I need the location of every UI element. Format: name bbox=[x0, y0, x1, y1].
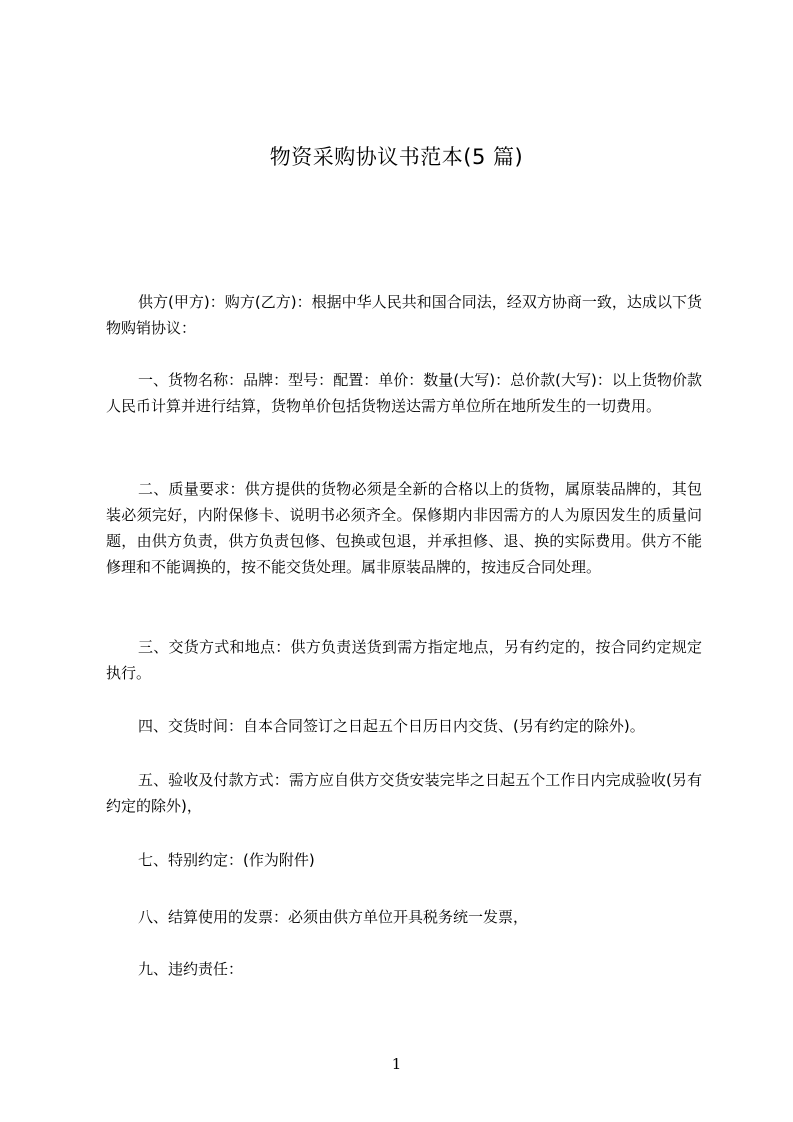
page-number: 1 bbox=[391, 1055, 402, 1073]
paragraph-quality: 二、质量要求：供方提供的货物必须是全新的合格以上的货物，属原装品牌的，其包装必须完好，内附保修卡、说明书必须齐全。保修期内非因需方的人为原因发生的质量问题，由供方负责，供方负责包修、包换或包退，并承担修、退、换的实际费用。供方不能修理和不能调换的，按不能交货处理。属非原装品牌的，按违反合同处理。 bbox=[106, 480, 702, 576]
paragraph-delivery-method: 三、交货方式和地点：供方负责送货到需方指定地点，另有约定的，按合同约定规定执行。 bbox=[106, 638, 702, 682]
paragraph-breach-liability: 九、违约责任： bbox=[138, 960, 244, 978]
paragraph-acceptance-payment: 五、验收及付款方式：需方应自供方交货安装完毕之日起五个工作日内完成验收(另有约定的除外)， bbox=[106, 771, 702, 815]
paragraph-delivery-time: 四、交货时间：自本合同签订之日起五个日历日内交货、(另有约定的除外)。 bbox=[138, 717, 645, 735]
paragraph-invoice: 八、结算使用的发票：必须由供方单位开具税务统一发票， bbox=[138, 908, 529, 926]
paragraph-special-terms: 七、特别约定：(作为附件) bbox=[138, 851, 315, 869]
paragraph-parties: 供方(甲方)：购方(乙方)：根据中华人民共和国合同法，经双方协商一致，达成以下货物购销协议： bbox=[106, 293, 702, 337]
paragraph-goods: 一、货物名称：品牌：型号：配置：单价：数量(大写)：总价款(大写)：以上货物价款人民币计算并进行结算，货物单价包括货物送达需方单位所在地所发生的一切费用。 bbox=[106, 371, 702, 415]
document-title: 物资采购协议书范本(5 篇) bbox=[269, 145, 524, 169]
